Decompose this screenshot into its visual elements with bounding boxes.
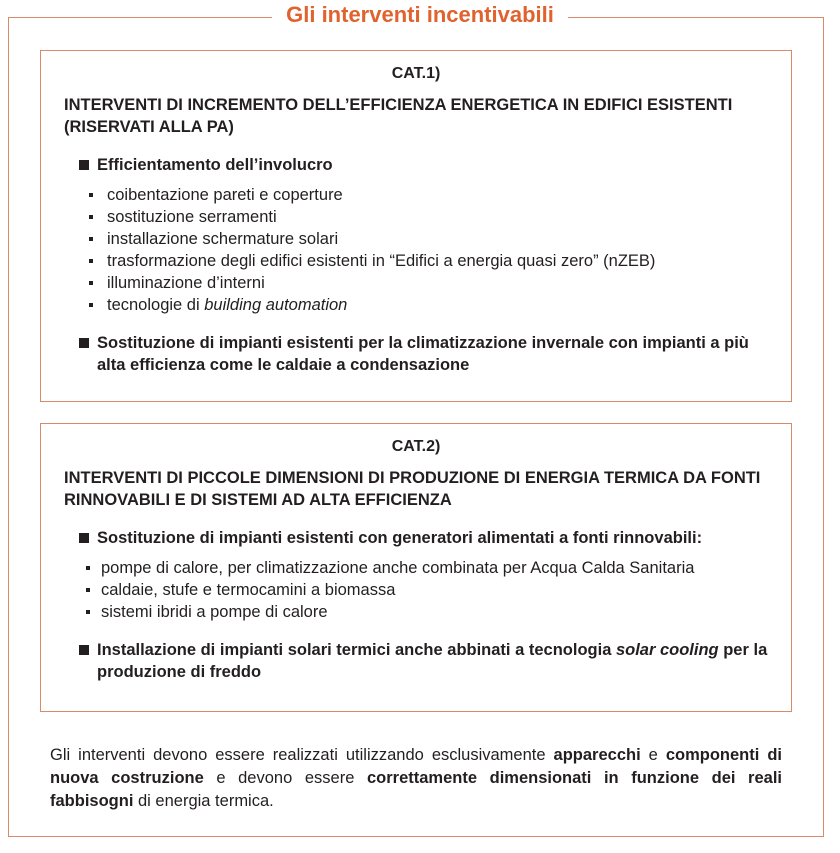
square-bullet-icon <box>79 645 89 655</box>
footer-text: di energia termica. <box>133 792 274 810</box>
square-bullet-icon <box>79 160 89 170</box>
footer-text: Gli interventi devono essere realizzati utilizzando esclusivamente <box>50 746 554 764</box>
small-bullet-icon <box>89 193 93 197</box>
list-item <box>41 272 791 294</box>
footer-bold-text: apparecchi <box>553 746 641 764</box>
list-item-text: sistemi ibridi a pompe di calore <box>101 603 328 621</box>
small-bullet-icon <box>86 610 90 614</box>
list-item <box>41 557 791 579</box>
footer-bold-text: correttamente dimensionati in funzione dei reali fabbisogni <box>50 769 782 810</box>
list-item <box>41 206 791 228</box>
list-item <box>41 184 791 206</box>
small-bullet-icon <box>89 259 93 263</box>
list-item <box>41 601 791 623</box>
footer-text: e <box>640 746 666 764</box>
footer-note <box>50 744 782 813</box>
small-bullet-icon <box>89 237 93 241</box>
small-bullet-icon <box>89 303 93 307</box>
list-item-text: trasformazione degli edifici esistenti in “Edifici a energia quasi zero” (nZEB) <box>107 252 656 270</box>
sub-list <box>41 557 791 623</box>
small-bullet-icon <box>86 566 90 570</box>
small-bullet-icon <box>86 588 90 592</box>
list-item-text: coibentazione pareti e coperture <box>107 186 343 204</box>
list-item-text: tecnologie di <box>107 296 205 314</box>
category-heading: INTERVENTI DI INCREMENTO DELL’EFFICIENZA ENERGETICA IN EDIFICI ESISTENTI (RISERVATI ALLA PA) <box>64 96 733 136</box>
category-label: CAT.1) <box>391 65 441 82</box>
main-bullet-text: Installazione di impianti solari termici anche abbinati a tecnologia <box>97 641 616 659</box>
list-item <box>41 579 791 601</box>
list-item-text: installazione schermature solari <box>107 230 339 248</box>
main-bullet-item <box>41 154 772 176</box>
list-item-text: sostituzione serramenti <box>107 208 277 226</box>
category-2-box <box>40 423 792 712</box>
main-bullet-item <box>41 332 772 376</box>
square-bullet-icon <box>79 338 89 348</box>
list-item-text: caldaie, stufe e termocamini a biomassa <box>101 581 396 599</box>
list-item-italic-text: building automation <box>204 296 348 314</box>
sub-list <box>41 184 791 316</box>
page-title: Gli interventi incentivabili <box>272 0 568 30</box>
list-item-text: pompe di calore, per climatizzazione anche combinata per Acqua Calda Sanitaria <box>101 559 695 577</box>
category-label: CAT.2) <box>391 438 441 455</box>
category-heading: INTERVENTI DI PICCOLE DIMENSIONI DI PRODUZIONE DI ENERGIA TERMICA DA FONTI RINNOVABILI E DI SISTEMI AD ALTA EFFICIENZA <box>64 469 761 509</box>
category-1-box <box>40 50 792 402</box>
main-bullet-text: Efficientamento dell’involucro <box>97 156 333 174</box>
small-bullet-icon <box>89 281 93 285</box>
square-bullet-icon <box>79 533 89 543</box>
main-bullet-item <box>41 639 772 683</box>
main-bullet-text: Sostituzione di impianti esistenti con generatori alimentati a fonti rinnovabili: <box>97 529 703 547</box>
list-item <box>41 228 791 250</box>
list-item-text: illuminazione d’interni <box>107 274 265 292</box>
list-item <box>41 294 791 316</box>
main-bullet-italic-text: solar cooling <box>615 641 719 659</box>
footer-bold-text: componenti di nuova costruzione <box>50 746 782 787</box>
small-bullet-icon <box>89 215 93 219</box>
footer-text: e devono essere <box>203 769 367 787</box>
main-bullet-item <box>41 527 772 549</box>
main-bullet-text: Sostituzione di impianti esistenti per la climatizzazione invernale con impianti a più alta efficienza come le caldaie a condensazione <box>97 334 749 374</box>
list-item <box>41 250 791 272</box>
main-bullet-text: per la produzione di freddo <box>97 641 768 681</box>
title-bar <box>0 0 840 30</box>
